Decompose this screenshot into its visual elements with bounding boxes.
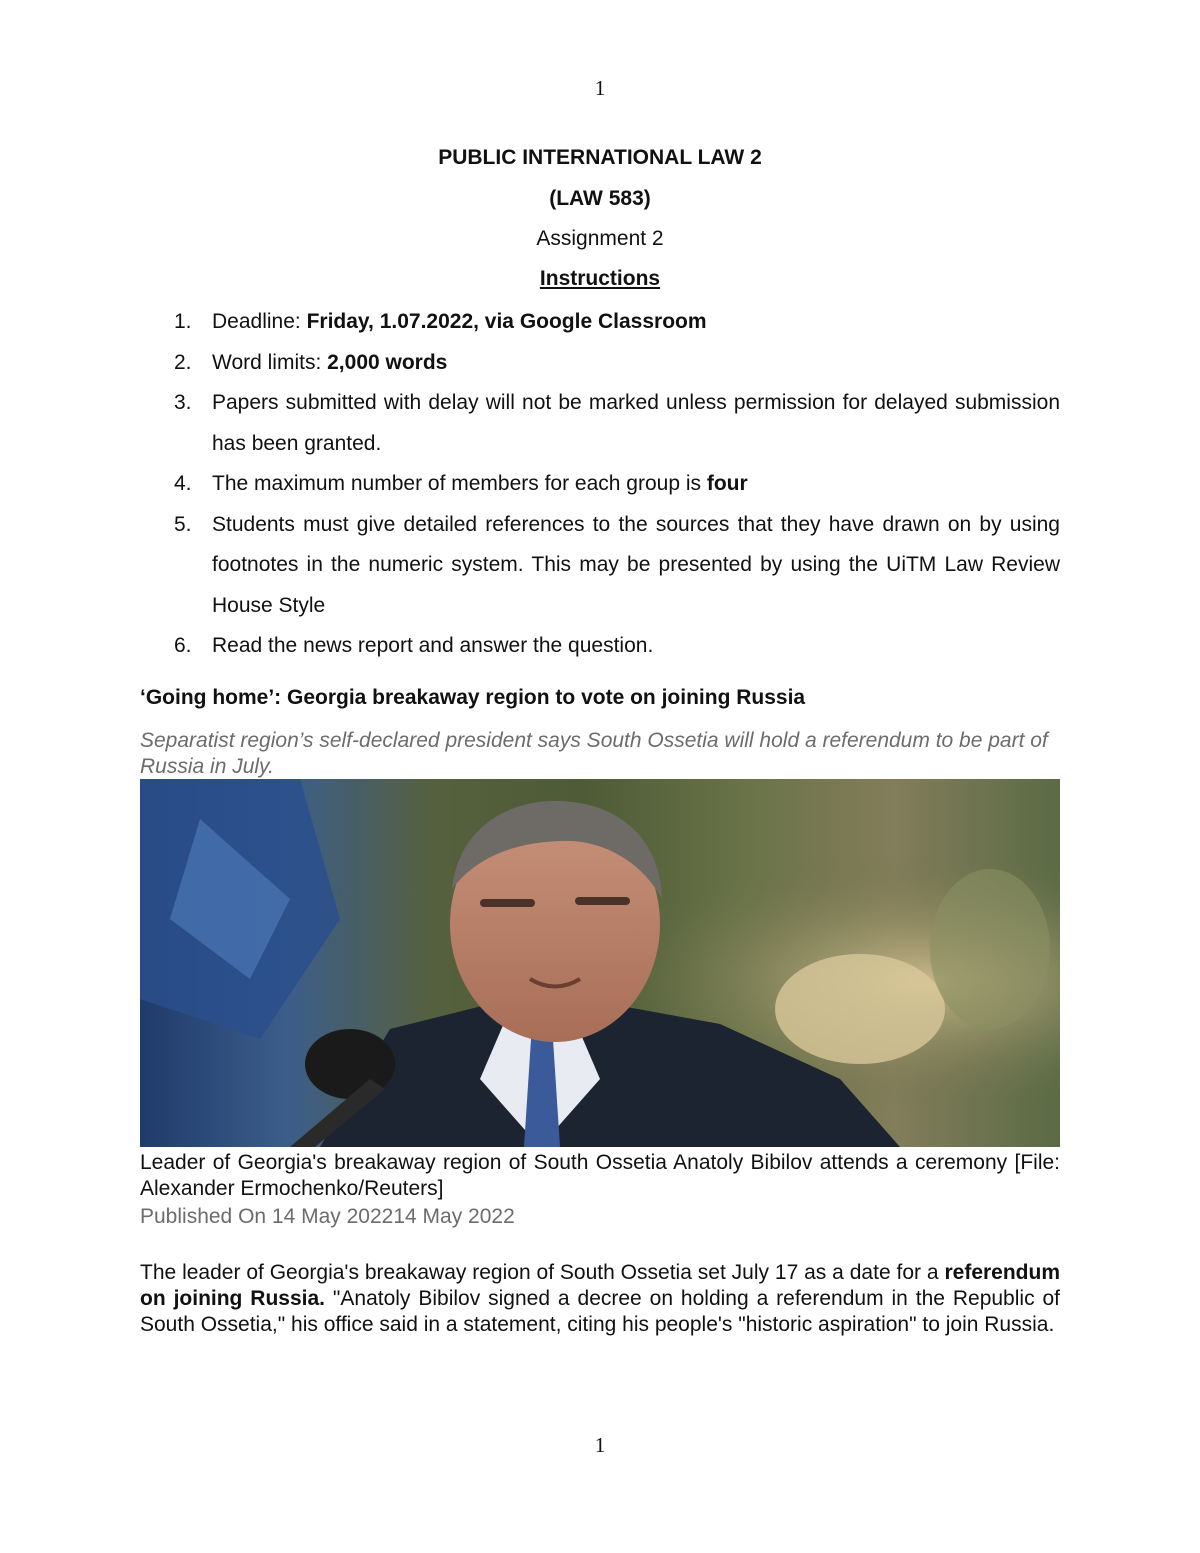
instruction-number: 5. [174,512,192,536]
instruction-text: Students must give detailed references to the sources that they have drawn on by using footnotes in the numeric system. This may be presented by using the UiTM Law Review House Style [212,512,1060,617]
instructions-list [140,302,1060,667]
news-photo [140,779,1060,1147]
news-photo-illustration [140,779,1060,1147]
article-headline: ‘Going home’: Georgia breakaway region to vote on joining Russia [140,686,806,709]
photo-caption: Leader of Georgia's breakaway region of South Ossetia Anatoly Bibilov attends a ceremony [File: Alexander Ermochenko/Reuters] [140,1151,1060,1200]
body-text-start: The leader of Georgia's breakaway region of South Ossetia set July 17 as a date for a [140,1261,945,1284]
instruction-item [140,343,1060,384]
instruction-emphasis: four [706,472,748,495]
document-title: PUBLIC INTERNATIONAL LAW 2 [438,146,762,169]
instruction-text: Read the news report and answer the question. [212,634,654,657]
instruction-item [140,505,1060,627]
instruction-number: 4. [174,472,192,495]
instructions-heading: Instructions [539,267,661,290]
instruction-text: The maximum number of members for each group is [212,472,707,495]
instruction-number: 1. [174,310,192,333]
article-standfirst: Separatist region’s self-declared president says South Ossetia will hold a referendum to be part of Russia in July. [140,729,1048,778]
page-number-bottom: 1 [594,1433,606,1457]
instruction-item [140,626,1060,667]
instruction-text: Word limits: [212,350,328,374]
instruction-text: Deadline: [212,310,307,333]
course-code: (LAW 583) [549,187,651,210]
instruction-number: 3. [174,391,192,414]
article-body [140,1260,1060,1338]
instruction-number: 2. [174,350,192,374]
instruction-emphasis: Friday, 1.07.2022, via Google Classroom [306,310,707,333]
body-emphasis: referendum on joining Russia. [140,1261,1060,1310]
instruction-text: Papers submitted with delay will not be marked unless permission for delayed submission has been granted. [212,391,1060,455]
instruction-item [140,302,1060,343]
published-date: Published On 14 May 202214 May 2022 [140,1205,515,1228]
page-number-top: 1 [594,76,606,100]
instruction-item [140,383,1060,464]
instruction-emphasis: 2,000 words [327,350,448,374]
instruction-item [140,464,1060,505]
instruction-number: 6. [174,634,192,657]
body-text-end: "Anatoly Bibilov signed a decree on holding a referendum in the Republic of South Ossetia," his office said in a statement, citing his people's "historic aspiration" to join Russia. [140,1287,1060,1336]
assignment-subtitle: Assignment 2 [536,227,664,250]
